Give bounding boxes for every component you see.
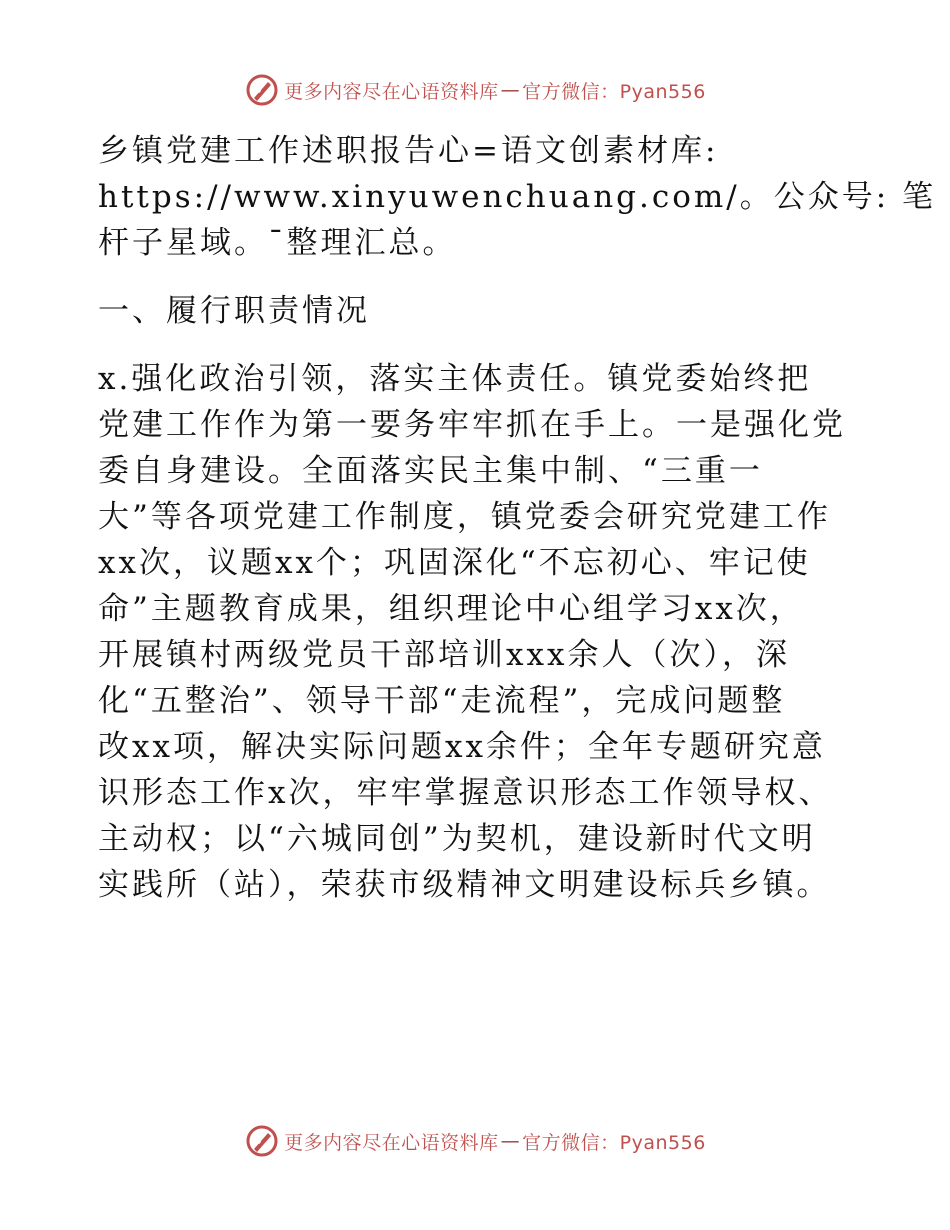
title-line: https://www.xinyuwenchuang.com/。公众号: 笔 <box>98 179 937 215</box>
watermark-text: 更多内容尽在心语资料库 <box>284 1131 499 1154</box>
footer-watermark <box>0 1123 950 1159</box>
body-line: 大”等各项党建工作制度，镇党委会研究党建工作 <box>98 499 831 535</box>
title-line: 杆子星域。¯整理汇总。 <box>98 225 457 261</box>
body-line: 开展镇村两级党员干部培训xxx余人（次），深 <box>98 637 790 673</box>
watermark-account: 官方微信：Pyan556 <box>522 80 706 103</box>
body-line: 实践所（站），荣获市级精神文明建设标兵乡镇。 <box>98 867 831 903</box>
body-line: 改xx项，解决实际问题xx余件；全年专题研究意 <box>98 729 826 765</box>
pen-logo-icon <box>244 72 280 108</box>
section-heading: 一、履行职责情况 <box>98 293 370 329</box>
header-watermark <box>0 72 950 108</box>
document-body <box>98 128 937 908</box>
body-line: xx次，议题xx个；巩固深化“不忘初心、牢记使 <box>98 545 811 581</box>
body-line: 主动权；以“六城同创”为契机，建设新时代文明 <box>98 821 816 857</box>
watermark-account: 官方微信：Pyan556 <box>522 1131 706 1154</box>
watermark-text: 更多内容尽在心语资料库 <box>284 80 499 103</box>
watermark-dash: — <box>500 1130 521 1152</box>
body-line: 命”主题教育成果，组织理论中心组学习xx次， <box>98 591 804 627</box>
body-line: x.强化政治引领，落实主体责任。镇党委始终把 <box>98 361 812 397</box>
pen-logo-icon <box>244 1123 280 1159</box>
title-line: 乡镇党建工作述职报告心=语文创素材库: <box>98 133 719 169</box>
body-line: 党建工作作为第一要务牢牢抓在手上。一是强化党 <box>98 407 846 443</box>
body-line: 识形态工作x次，牢牢掌握意识形态工作领导权、 <box>98 775 833 811</box>
body-line: 委自身建设。全面落实民主集中制、“三重一 <box>98 453 763 489</box>
watermark-dash: — <box>500 79 521 101</box>
body-line: 化“五整治”、领导干部“走流程”，完成问题整 <box>98 683 786 719</box>
